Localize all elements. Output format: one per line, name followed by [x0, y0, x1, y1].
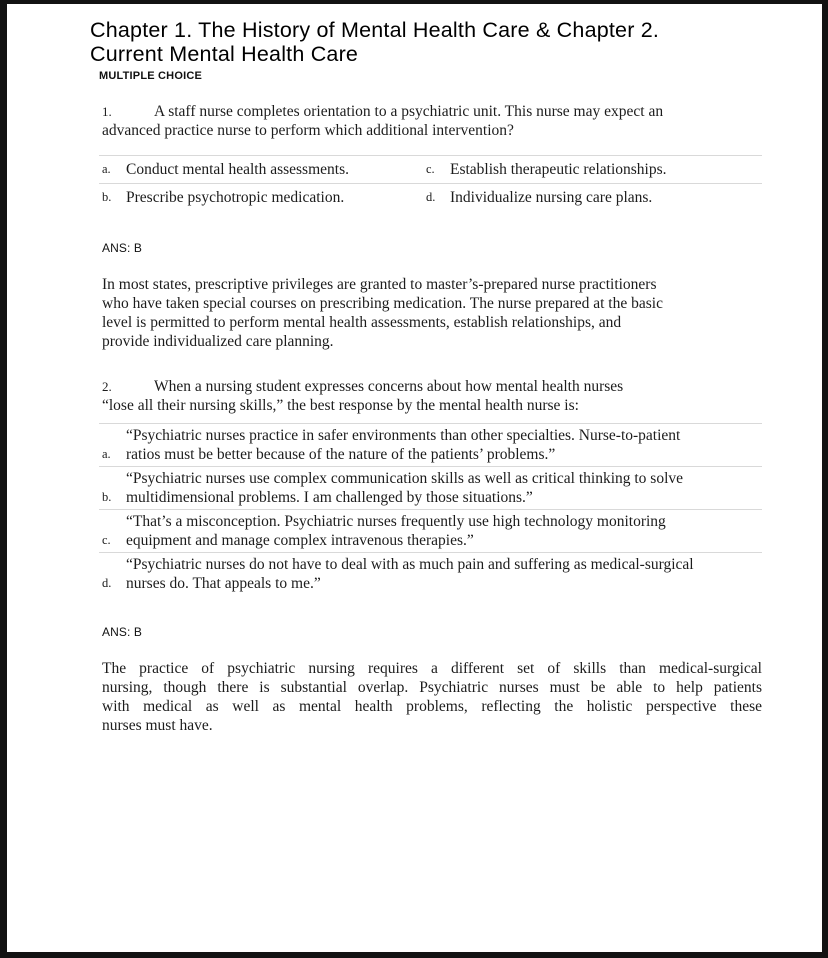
option-row [99, 509, 762, 552]
question-1-answer-label: ANS: B [102, 241, 142, 255]
option-text-d: Individualize nursing care plans. [450, 189, 653, 206]
question-1-options-table [99, 155, 762, 215]
option-line: “Psychiatric nurses do not have to deal with as much pain and suffering as medical-surgical [126, 556, 694, 573]
option-text-c: Establish therapeutic relationships. [450, 161, 667, 178]
option-letter-b: b. [102, 490, 112, 504]
option-letter-d: d. [102, 576, 112, 590]
option-letter-c: c. [426, 162, 435, 176]
option-text-b: Prescribe psychotropic medication. [126, 189, 345, 206]
stem-line: advanced practice nurse to perform which additional intervention? [102, 122, 514, 139]
option-text-a: Conduct mental health assessments. [126, 161, 349, 178]
option-text-d [126, 555, 762, 593]
document-page [7, 4, 822, 952]
rationale-line: nurses must have. [102, 717, 213, 734]
page-title [90, 18, 762, 66]
rationale-line: In most states, prescriptive privileges are granted to master’s-prepared nurse practitioners [102, 276, 657, 293]
stem-line: “lose all their nursing skills,” the best response by the mental health nurse is: [102, 397, 579, 414]
option-letter-a: a. [102, 447, 111, 461]
option-line: nurses do. That appeals to me.” [126, 575, 321, 592]
stem-text: When a nursing student expresses concerns about how mental health nurses [154, 378, 624, 395]
option-letter-b: b. [102, 190, 112, 204]
question-2-answer-label: ANS: B [102, 625, 142, 639]
question-1-rationale [102, 275, 762, 351]
rationale-line: with medical as well as mental health problems, reflecting the holistic perspective these [102, 698, 762, 715]
page-title-line: Chapter 1. The History of Mental Health Care & Chapter 2. [90, 18, 660, 42]
option-line: “Psychiatric nurses use complex communication skills as well as critical thinking to solve [126, 470, 684, 487]
option-letter-a: a. [102, 162, 111, 176]
stem-line [102, 102, 762, 121]
option-line: “Psychiatric nurses practice in safer environments than other specialties. Nurse-to-patient [126, 427, 681, 444]
page-title-line: Current Mental Health Care [90, 42, 359, 66]
option-text-b [126, 469, 762, 507]
option-line: “That’s a misconception. Psychiatric nurses frequently use high technology monitoring [126, 513, 666, 530]
rationale-line: nursing, though there is substantial overlap. Psychiatric nurses must be able to help patients [102, 679, 762, 696]
option-row [99, 423, 762, 466]
question-2-rationale [102, 659, 762, 735]
stem-line [102, 377, 762, 396]
page-content [7, 4, 762, 735]
option-letter-c: c. [102, 533, 111, 547]
rationale-line: who have taken special courses on prescribing medication. The nurse prepared at the basic [102, 295, 663, 312]
option-line: ratios must be better because of the nature of the patients’ problems.” [126, 446, 556, 463]
question-2-stem [102, 377, 762, 415]
question-2-number: 2. [102, 379, 112, 394]
question-1-number: 1. [102, 104, 112, 119]
option-row [99, 552, 762, 595]
option-letter-d: d. [426, 190, 436, 204]
option-row [99, 155, 762, 183]
question-2-options-table [99, 423, 762, 595]
question-1-block [102, 102, 762, 351]
multiple-choice-heading: MULTIPLE CHOICE [99, 70, 203, 82]
option-line: multidimensional problems. I am challenged by those situations.” [126, 489, 533, 506]
rationale-line: level is permitted to perform mental health assessments, establish relationships, and [102, 314, 622, 331]
option-row [99, 466, 762, 509]
question-2-block [102, 377, 762, 735]
rationale-line: provide individualized care planning. [102, 333, 334, 350]
option-line: equipment and manage complex intravenous therapies.” [126, 532, 474, 549]
stem-text: A staff nurse completes orientation to a psychiatric unit. This nurse may expect an [154, 103, 664, 120]
option-text-a [126, 426, 762, 464]
rationale-line: The practice of psychiatric nursing requires a different set of skills than medical-surgical [102, 660, 762, 677]
question-1-stem [102, 102, 762, 140]
option-text-c [126, 512, 762, 550]
option-row [99, 183, 762, 215]
